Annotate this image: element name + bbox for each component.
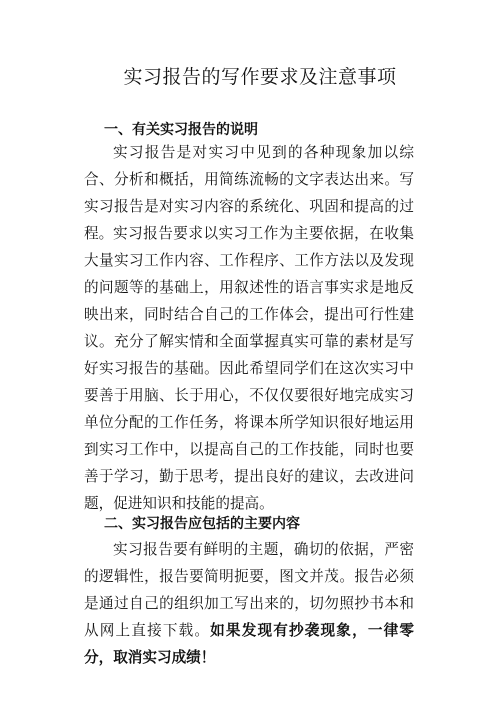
section-1-paragraph-2: 实习报告要求以实习工作为主要依据，在收集大量实习工作内容、工作程序、工作方法以及发现的问题等的基础上，用叙述性的语言事实求是地反映出来，同时结合自己的工作体会，提出可行性建议。充分了解实情和全面掌握真实可靠的素材是写好实习报告的基础。因此希望同学们在这次实习中要善于用脑、长于用心，不仅仅要很好地完成实习单位分配的工作任务，将课本所学知识很好地运用到实习工作中，以提高自己的工作技能，同时也要善于学习，勤于思考，提出良好的建议，去改进问题，促进知识和技能的提高。: [84, 225, 414, 512]
document-title: 实习报告的写作要求及注意事项: [123, 66, 397, 88]
section-2-paragraph: [84, 536, 414, 671]
section-heading-2: 二、实习报告应包括的主要内容: [104, 516, 300, 532]
section-heading-1: 一、有关实习报告的说明: [104, 122, 258, 138]
section-2-paragraph-text: 实习报告要有鲜明的主题，确切的依据，严密的逻辑性，报告要简明扼要，图文并茂。报告必须是通过自己的组织加工写出来的，切勿照抄书本和从网上直接下载。: [84, 541, 414, 639]
plagiarism-warning: 如果发现有抄袭现象，一律零分，取消实习成绩！: [84, 622, 414, 666]
section-1-paragraph-1: 实习报告是对实习中见到的各种现象加以综合、分析和概括，用简练流畅的文字表达出来。写实习报告是对实习内容的系统化、巩固和提高的过程。: [84, 144, 414, 242]
